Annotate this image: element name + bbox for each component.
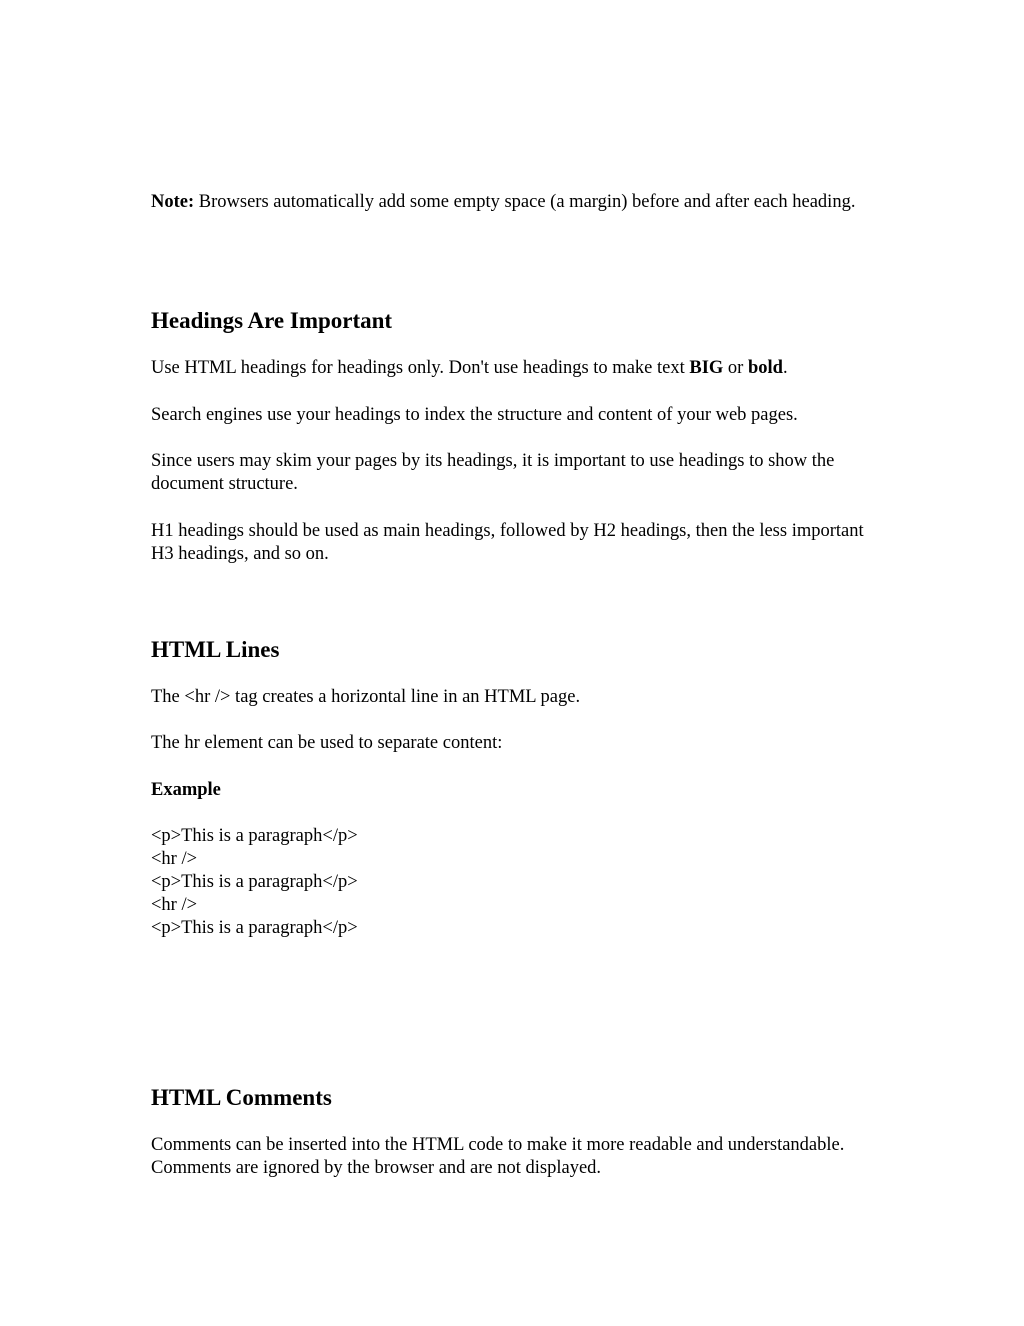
headings-p1-big: BIG	[689, 358, 724, 378]
code-line: <p>This is a paragraph</p>	[151, 872, 358, 892]
lines-paragraph-2: The hr element can be used to separate content:	[151, 733, 503, 753]
note-text: Browsers automatically add some empty space (a margin) before and after each heading.	[194, 192, 856, 212]
headings-p1-bold: bold	[747, 358, 783, 378]
code-line: <hr />	[151, 849, 198, 869]
headings-paragraph-4: H1 headings should be used as main headings, followed by H2 headings, then the less important H3 headings, and so on.	[151, 521, 864, 564]
note-paragraph	[151, 191, 881, 214]
headings-p1-text: Use HTML headings for headings only. Don't use headings to make text	[151, 358, 690, 378]
code-example	[151, 825, 881, 940]
headings-paragraph-1	[151, 357, 881, 380]
headings-p1-end: .	[782, 358, 788, 378]
note-label: Note:	[151, 192, 195, 212]
headings-paragraph-3: Since users may skim your pages by its headings, it is important to use headings to show the document structure.	[151, 451, 835, 494]
heading-html-lines: HTML Lines	[151, 637, 280, 662]
comments-paragraph-1: Comments can be inserted into the HTML code to make it more readable and understandable. Comments are ignored by the browser and are not displayed.	[151, 1135, 845, 1178]
heading-headings-are-important: Headings Are Important	[151, 308, 393, 333]
example-label: Example	[151, 780, 221, 800]
headings-p1-mid: or	[723, 358, 748, 378]
code-line: <p>This is a paragraph</p>	[151, 826, 358, 846]
headings-paragraph-2: Search engines use your headings to index the structure and content of your web pages.	[151, 405, 798, 425]
lines-paragraph-1: The <hr /> tag creates a horizontal line in an HTML page.	[151, 687, 581, 707]
code-line: <hr />	[151, 895, 198, 915]
heading-html-comments: HTML Comments	[151, 1085, 332, 1110]
code-line: <p>This is a paragraph</p>	[151, 918, 358, 938]
